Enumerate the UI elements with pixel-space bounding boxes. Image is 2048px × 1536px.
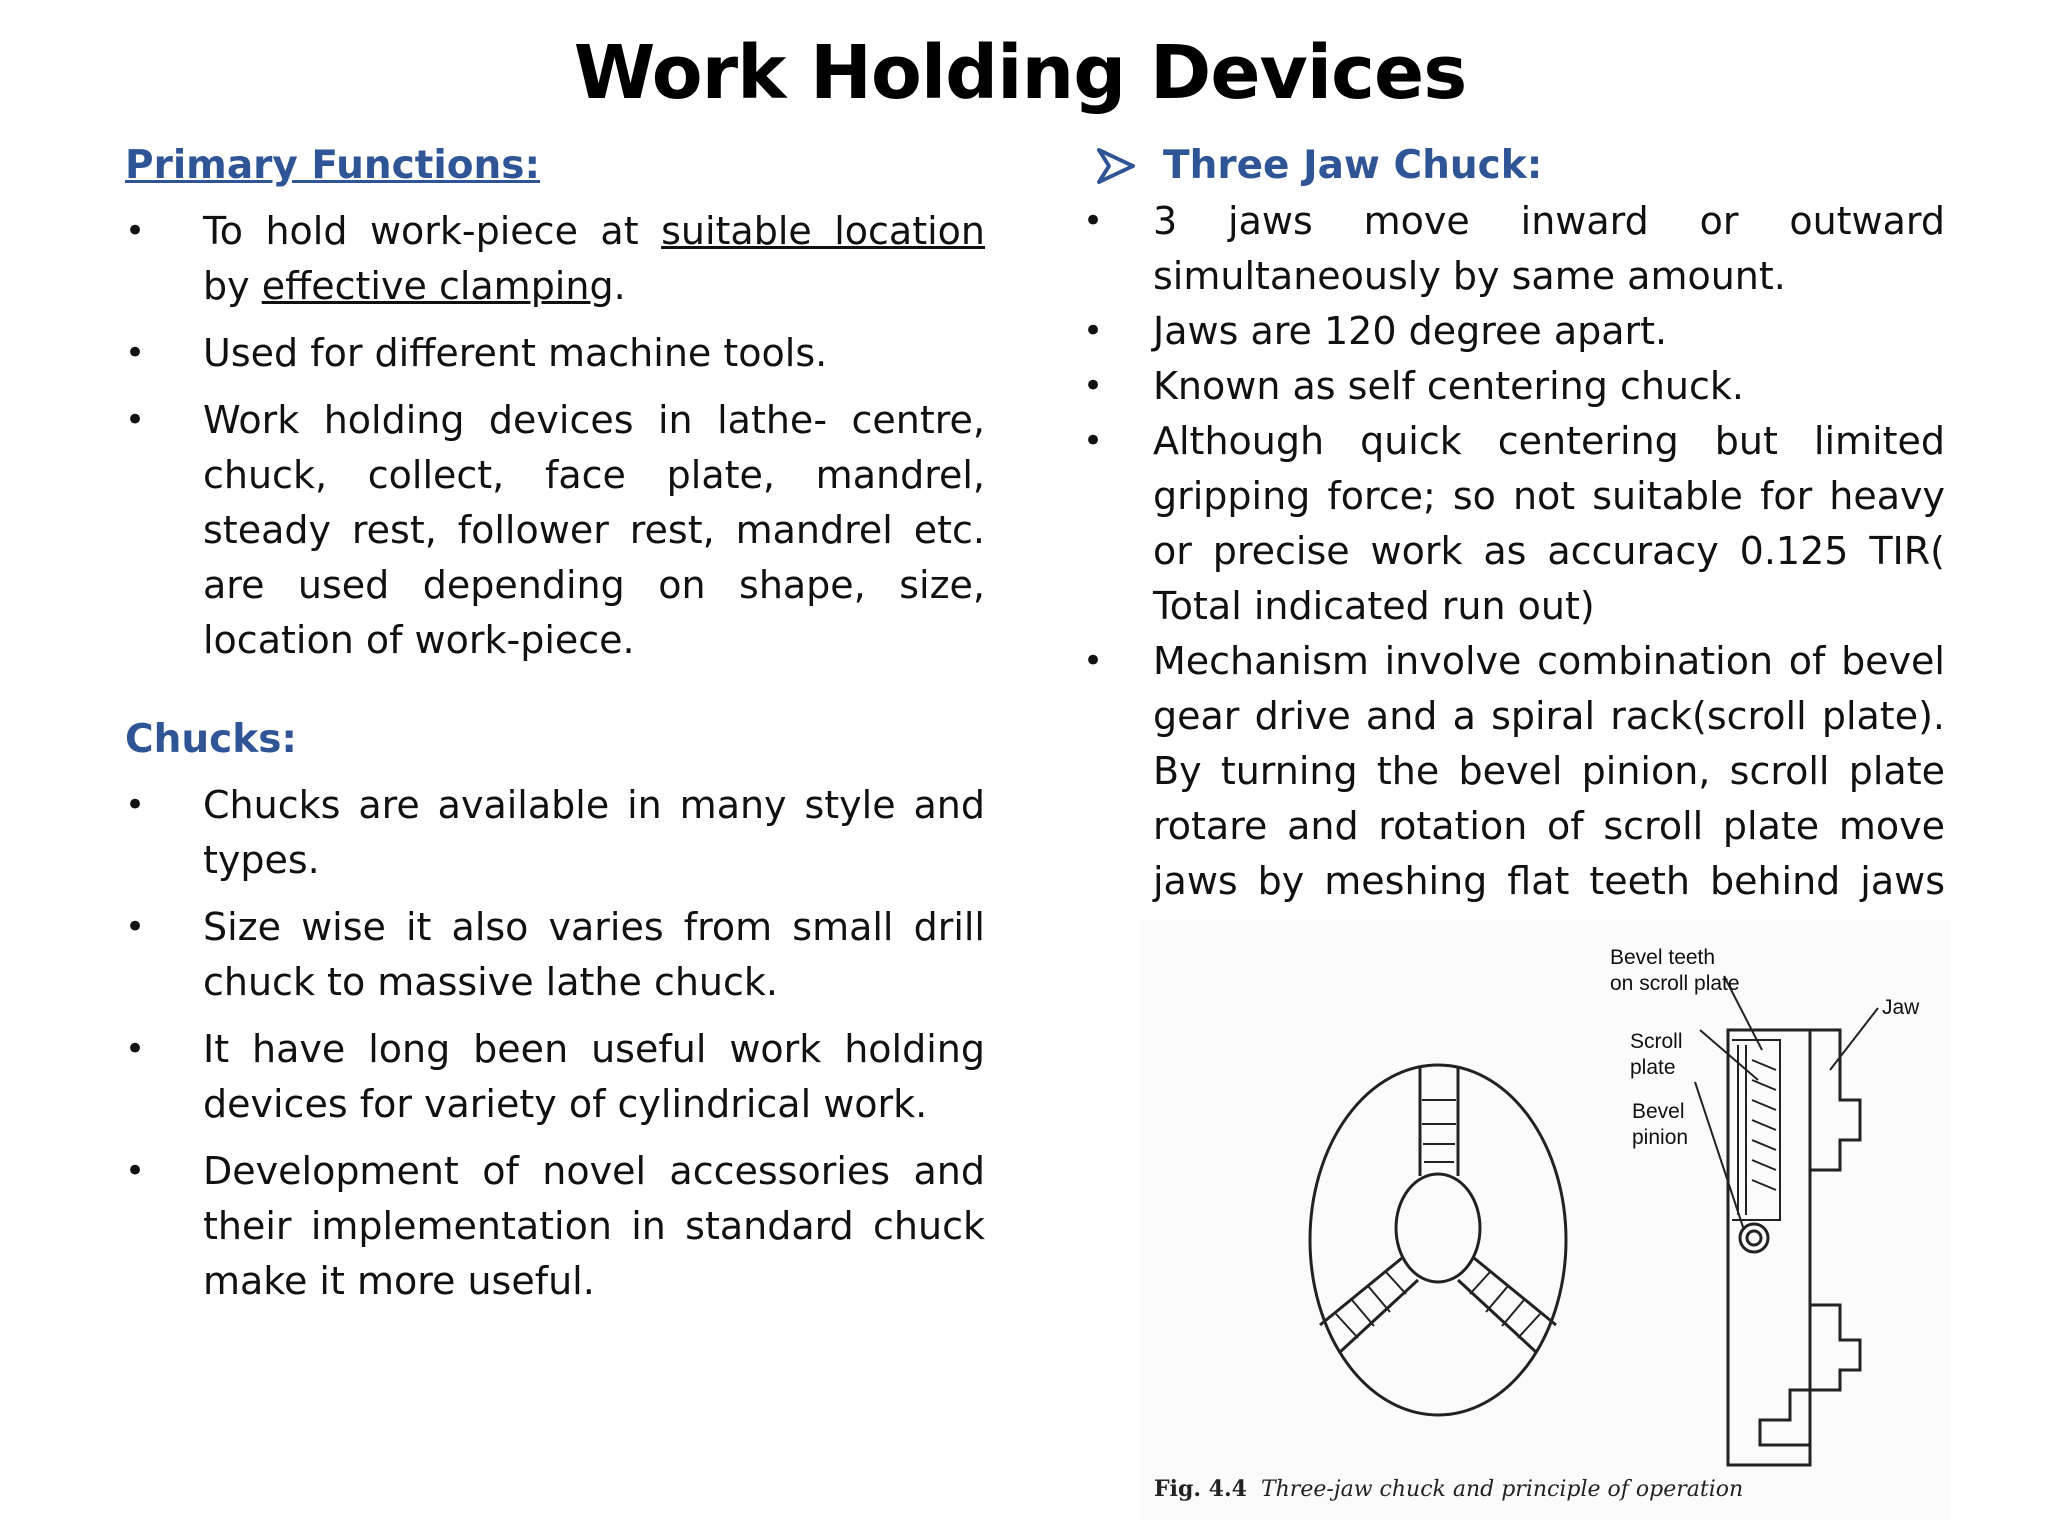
list-item: • To hold work-piece at suitable location by effective clamping. <box>125 204 985 314</box>
bullet-icon: • <box>125 211 146 251</box>
three-jaw-chuck-heading-text: Three Jaw Chuck: <box>1163 143 1543 188</box>
figure-caption <box>1154 1476 1743 1502</box>
primary-functions-heading <box>125 138 985 194</box>
bullet-icon: • <box>125 907 146 947</box>
bullet-icon: • <box>1083 201 1104 241</box>
list-item: • Used for different machine tools. <box>125 326 985 381</box>
label-bevel-teeth: Bevel teeth <box>1610 946 1716 969</box>
list-item: • Although quick centering but limited gripping force; so not suitable for heavy or precise work as accuracy 0.125 TIR( Total indicated run out) <box>1085 414 1945 634</box>
chuck-side-view <box>1728 1030 1860 1465</box>
label-bevel: Bevel <box>1632 1100 1685 1123</box>
bullet-icon: • <box>125 1151 146 1191</box>
bullet-icon: • <box>1083 311 1104 351</box>
list-item: • Size wise it also varies from small drill chuck to massive lathe chuck. <box>125 900 985 1010</box>
primary-functions-list <box>125 204 985 668</box>
label-scroll: Scroll <box>1630 1030 1683 1053</box>
bullet-icon: • <box>1083 421 1104 461</box>
bullet-icon: • <box>125 1029 146 1069</box>
figure-caption-text: Three-jaw chuck and principle of operation <box>1260 1477 1744 1502</box>
bullet-icon: • <box>1083 366 1104 406</box>
primary-functions-heading-text: Primary Functions: <box>125 143 541 188</box>
chuck-diagram <box>1140 920 1950 1520</box>
label-on-scroll-plate: on scroll plate <box>1610 972 1740 995</box>
bullet-icon: • <box>1083 641 1104 681</box>
bullet-icon: • <box>125 400 146 440</box>
three-jaw-chuck-list <box>1085 194 1945 964</box>
leader-lines <box>1695 976 1878 1230</box>
list-item: • 3 jaws move inward or outward simultaneously by same amount. <box>1085 194 1945 304</box>
label-jaw: Jaw <box>1882 996 1920 1019</box>
list-item: • Work holding devices in lathe- centre, chuck, collect, face plate, mandrel, steady rest, follower rest, mandrel etc. are used depending on shape, size, location of work-piece. <box>125 393 985 668</box>
three-jaw-chuck-figure <box>1140 920 1950 1520</box>
list-item: • Jaws are 120 degree apart. <box>1085 304 1945 359</box>
bullet-icon: • <box>125 785 146 825</box>
three-jaw-chuck-heading <box>1085 138 1945 194</box>
list-item: • Development of novel accessories and their implementation in standard chuck make it more useful. <box>125 1144 985 1309</box>
list-item: • Chucks are available in many style and types. <box>125 778 985 888</box>
bullet-icon: • <box>125 333 146 373</box>
label-plate: plate <box>1630 1056 1676 1079</box>
arrow-bullet-icon <box>1093 146 1139 186</box>
chucks-heading: Chucks: <box>125 717 298 762</box>
page-title: Work Holding Devices <box>573 30 1467 116</box>
list-item: • Known as self centering chuck. <box>1085 359 1945 414</box>
label-pinion: pinion <box>1632 1126 1689 1149</box>
chucks-list <box>125 778 985 1309</box>
chuck-front-view <box>1310 1065 1566 1415</box>
right-column <box>1085 138 1945 964</box>
figure-number: Fig. 4.4 <box>1154 1476 1247 1502</box>
left-column <box>125 138 985 1321</box>
list-item: • Mechanism involve combination of bevel gear drive and a spiral rack(scroll plate). By turning the bevel pinion, scroll plate rotare and rotation of scroll plate move jaws by meshing flat teeth behind jaws <box>1085 634 1945 964</box>
list-item: • It have long been useful work holding devices for variety of cylindrical work. <box>125 1022 985 1132</box>
